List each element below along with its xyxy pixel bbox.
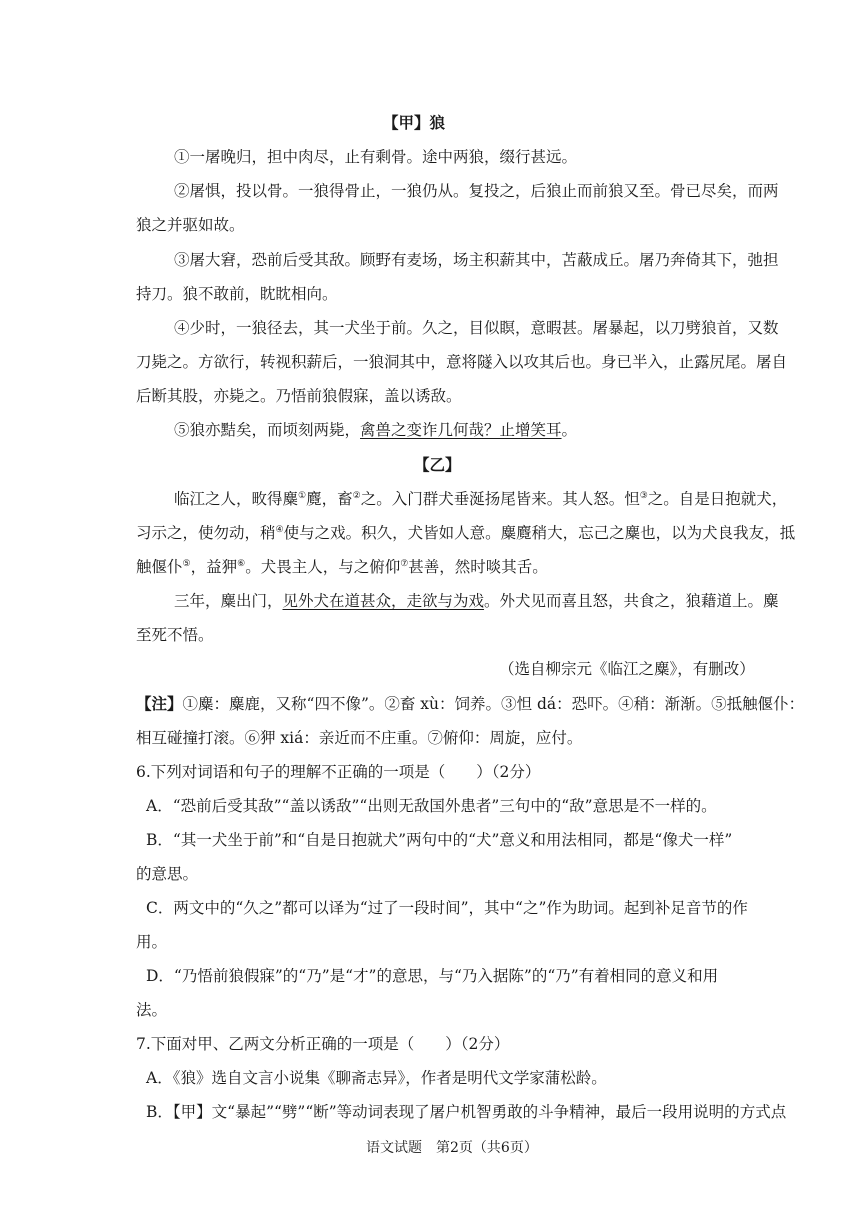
passage-jia-title: 【甲】狼 (383, 113, 446, 132)
yi-l4-b: 。外犬见而喜且怒，共食之，狼藉道上。麋 (484, 592, 779, 610)
jia-p5-text: ⑤狼亦黠矣，而顷刻两毙， (174, 421, 361, 439)
question-7-option-a: A．《狼》选自文言小说集《聊斋志异》，作者是明代文学家蒲松龄。 (146, 1069, 607, 1087)
yi-l3-a: 触偃仆 (136, 558, 183, 576)
source-citation: （选自柳宗元《临江之麋》，有删改） (499, 660, 755, 678)
yi-l2-a: 习示之，使勿动，稍 (136, 524, 276, 542)
yi-l3-c: 。犬畏主人，与之俯仰 (245, 558, 401, 576)
yi-l4-underlined: 见外犬在道甚众，走欲与为戏 (282, 592, 485, 610)
footnote-mark: ⑥ (237, 558, 246, 569)
jia-paragraph-2-line-1: ②屠惧，投以骨。一狼得骨止，一狼仍从。复投之，后狼止而前狼又至。骨已尽矣，而两 (174, 182, 779, 200)
yi-l1-c: 之。入门群犬垂涎扬尾皆来。其人怒。怛 (360, 490, 640, 508)
jia-paragraph-4-line-2: 刀毙之。方欲行，转视积薪后，一狼洞其中，意将隧入以攻其后也。身已半入，止露尻尾。屠自 (136, 353, 788, 371)
jia-paragraph-2-line-2: 狼之并驱如故。 (136, 216, 245, 234)
question-6-option-d-line-2: 法。 (136, 1001, 168, 1019)
jia-p5-end: 。 (561, 421, 578, 439)
question-6-stem: 6.下列对词语和句子的理解不正确的一项是（ ）（2分） (136, 763, 541, 781)
jia-paragraph-1: ①一屠晚归，担中肉尽，止有剩骨。途中两狼，缀行甚远。 (174, 148, 578, 166)
jia-paragraph-4-line-3: 后断其股，亦毙之。乃悟前狼假寐，盖以诱敌。 (136, 387, 462, 405)
footnote-mark: ① (298, 490, 307, 501)
footnote-mark: ⑤ (182, 558, 191, 569)
yi-line-5: 至死不悟。 (136, 626, 214, 644)
yi-l1-d: 之。自是日抱就犬， (647, 490, 788, 508)
question-7-stem: 7.下面对甲、乙两文分析正确的一项是（ ）（2分） (136, 1035, 510, 1053)
yi-line-2 (136, 523, 795, 543)
note-label: 【注】 (136, 694, 183, 713)
question-6-option-c-line-1: C．两文中的“久之”都可以译为“过了一段时间”，其中“之”作为助词。起到补足音节的作 (146, 899, 748, 917)
footnote-mark: ② (352, 490, 361, 501)
jia-paragraph-5 (174, 420, 577, 440)
question-6-option-d-line-1: D．“乃悟前狼假寐”的“乃”是“才”的意思，与“乃入据陈”的“乃”有着相同的意义和用 (146, 967, 719, 985)
yi-line-1 (174, 489, 787, 509)
yi-l2-b: 使与之戏。积久，犬皆如人意。麋麑稍大，忘己之麋也，以为犬良我友，抵 (283, 524, 796, 542)
yi-line-3 (136, 557, 548, 577)
page-footer: 语文试题 第2页（共6页） (366, 1140, 538, 1156)
question-6-option-c-line-2: 用。 (136, 933, 168, 951)
jia-paragraph-3-line-1: ③屠大窘，恐前后受其敌。顾野有麦场，场主积薪其中，苫蔽成丘。屠乃奔倚其下，弛担 (174, 251, 779, 269)
yi-l1-a: 临江之人，畋得麋 (174, 490, 299, 508)
note-line-1 (136, 694, 804, 714)
jia-paragraph-4-line-1: ④少时，一狼径去，其一犬坐于前。久之，目似瞑，意暇甚。屠暴起，以刀劈狼首，又数 (174, 319, 779, 337)
jia-p5-underlined: 禽兽之变诈几何哉？止增笑耳 (360, 421, 562, 439)
question-6-option-b-line-1: B．“其一犬坐于前”和“自是日抱就犬”两句中的“犬”意义和用法相同，都是“像犬一样” (146, 831, 733, 849)
question-7-option-b: B．【甲】文“暴起”“劈”“断”等动词表现了屠户机智勇敢的斗争精神，最后一段用说明的方式点 (146, 1103, 787, 1121)
footnote-mark: ⑦ (400, 558, 409, 569)
yi-l3-d: 甚善，然时啖其舌。 (408, 558, 548, 576)
yi-l4-a: 三年，麋出门， (174, 592, 283, 610)
note-line-2: 相互碰撞打滚。⑥狎 xiá：亲近而不庄重。⑦俯仰：周旋，应付。 (136, 729, 583, 747)
yi-line-4 (174, 591, 779, 611)
yi-l1-b: 麑，畜 (306, 490, 353, 508)
question-6-option-a: A．“恐前后受其敌”“盖以诱敌”“出则无敌国外患者”三句中的“敌”意思是不一样的。 (146, 797, 717, 815)
yi-l3-b: ，益狎 (190, 558, 238, 576)
footnote-mark: ③ (639, 490, 648, 501)
jia-paragraph-3-line-2: 持刀。狼不敢前，眈眈相向。 (136, 285, 338, 303)
question-6-option-b-line-2: 的意思。 (136, 865, 199, 883)
note-text-1: ①麋：麋鹿，又称“四不像”。②畜 xù：饲养。③怛 dá：恐吓。④稍：渐渐。⑤抵触偃仆： (182, 695, 805, 713)
footnote-mark: ④ (275, 524, 284, 535)
passage-yi-title: 【乙】 (414, 455, 461, 474)
